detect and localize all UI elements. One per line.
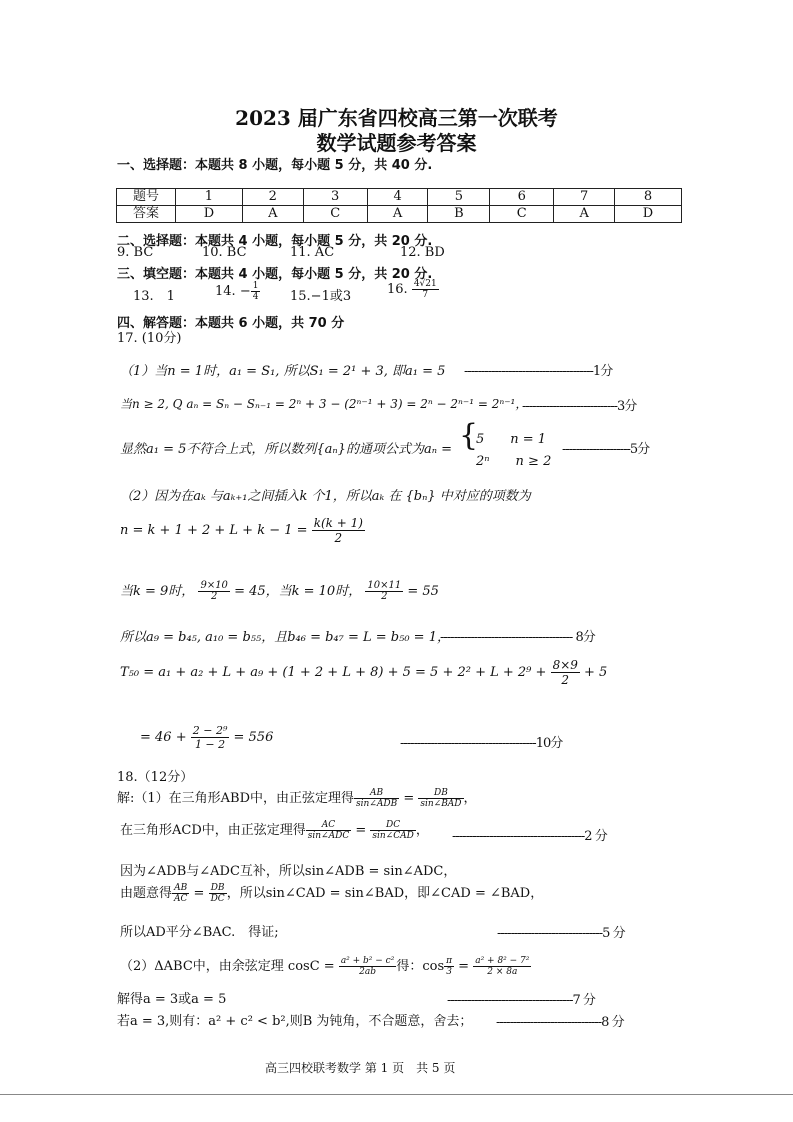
fraction-numerator: 10×11 bbox=[367, 580, 402, 591]
fraction-numerator: AB bbox=[172, 883, 189, 894]
score-marker: ----------------------------3分 bbox=[522, 399, 637, 414]
q18-line-6: （2）ΔABC中，由余弦定理 cosC = $\frac{\text{a² + b² − c²}}{2ab}$ 得：cos $\frac{\pi}{3}$ = $\frac{\text{a² + 8² − 7²}}{2 \times 8a}$ bbox=[120, 956, 530, 977]
table-cell: 6 bbox=[490, 189, 554, 206]
q17-line-9 bbox=[140, 724, 273, 751]
answer-14-label: 14. bbox=[215, 284, 236, 299]
fraction bbox=[312, 516, 365, 545]
fraction-denominator: sin∠BAD bbox=[420, 799, 462, 809]
q17-line-3 bbox=[120, 438, 452, 457]
fraction-numerator: a² + 8² − 7² bbox=[475, 956, 530, 966]
fraction bbox=[198, 581, 229, 602]
q17-line-8-a: T₅₀ = a₁ + a₂ + L + a₉ + (1 + 2 + L + 8) + 5 = 5 + 2² + L + 2⁹ + bbox=[120, 665, 547, 680]
fraction bbox=[354, 788, 399, 809]
q17-line-4: （2）因为在aₖ 与aₖ₊₁之间插入k 个1，所以aₖ 在 {bₙ} 中对应的项数为 bbox=[120, 489, 531, 504]
fraction bbox=[191, 724, 230, 751]
fraction-denominator: 4 bbox=[252, 292, 259, 302]
answer-14 bbox=[215, 281, 260, 302]
q17-line-9-b: = 556 bbox=[233, 730, 274, 745]
answer-11: 11. AC bbox=[290, 245, 335, 260]
fraction-numerator: a² + b² − c² bbox=[340, 956, 395, 966]
q18-line-4-b: ，所以sin∠CAD = sin∠BAD，即∠CAD = ∠BAD， bbox=[226, 886, 544, 901]
q18-line-2-a: 在三角形ACD中，由正弦定理得 bbox=[120, 823, 306, 838]
q17-line-6-a: 当k = 9时， bbox=[120, 584, 195, 599]
table-cell: 2 bbox=[242, 189, 303, 206]
q17-line-9-a: = 46 + bbox=[140, 730, 187, 745]
fraction bbox=[306, 820, 351, 841]
q18-line-1: 解:（1）在三角形ABD中，由正弦定理得 $\frac{AB}{\text{sin∠ADB}}$ = $\frac{DB}{\text{sin∠BAD}}$ ， bbox=[117, 788, 477, 809]
answer-9: 9. BC bbox=[117, 245, 154, 260]
row-label-answer: 答案 bbox=[117, 206, 176, 223]
q17-line-8-b: + 5 bbox=[584, 665, 608, 680]
q17-line-1: （1）当n = 1时，a₁ = S₁, 所以S₁ = 2¹ + 3, 即a₁ = 5 bbox=[120, 364, 446, 379]
case-2: 2ⁿ n ≥ 2 bbox=[476, 454, 552, 469]
table-cell: 1 bbox=[176, 189, 243, 206]
answer-10: 10. BC bbox=[202, 245, 247, 260]
answer-13: 13. 1 bbox=[133, 289, 175, 304]
fraction-denominator: 7 bbox=[422, 290, 429, 300]
fraction-denominator: sin∠CAD bbox=[372, 831, 414, 841]
fraction-denominator: sin∠ADC bbox=[307, 831, 350, 841]
table-cell: B bbox=[428, 206, 490, 223]
table-cell: D bbox=[615, 206, 682, 223]
fraction-numerator: 2 − 2⁹ bbox=[192, 724, 228, 737]
fraction-denominator: 2 bbox=[561, 673, 570, 687]
q18-line-2: 在三角形ACD中，由正弦定理得 $\frac{AC}{\text{sin∠ADC}}$ = $\frac{DC}{\text{sin∠CAD}}$ ， bbox=[120, 820, 429, 841]
fraction-denominator: 2ab bbox=[359, 967, 376, 977]
table-row bbox=[117, 189, 682, 206]
fraction-numerator: π bbox=[446, 956, 453, 966]
fraction-denominator: 3 bbox=[446, 967, 452, 977]
q18-line-6-b: 得：cos bbox=[396, 959, 445, 974]
fraction-numerator: AC bbox=[306, 820, 351, 831]
answer-14-minus: − bbox=[239, 284, 251, 299]
q18-line-3: 因为∠ADB与∠ADC互补，所以sin∠ADB = sin∠ADC， bbox=[120, 864, 457, 879]
q18-line-8: 若a = 3,则有：a² + c² < b²,则B 为钝角，不合题意，舍去； bbox=[117, 1014, 473, 1029]
table-cell: 3 bbox=[303, 189, 367, 206]
table-cell: 7 bbox=[554, 189, 615, 206]
table-cell: 5 bbox=[428, 189, 490, 206]
section-1-heading: 一、选择题：本题共 8 小题，每小题 5 分，共 40 分. bbox=[117, 158, 433, 173]
table-cell: A bbox=[367, 206, 428, 223]
score-marker: ----------------------------------------10分 bbox=[400, 736, 563, 751]
fraction-numerator: AB bbox=[354, 788, 399, 799]
fraction bbox=[444, 956, 454, 977]
answer-16-label: 16. bbox=[387, 282, 408, 297]
fraction-denominator: AC bbox=[174, 894, 188, 904]
title-line-2: 数学试题参考答案 bbox=[316, 131, 477, 155]
q17-line-7: 所以a₉ = b₄₅, a₁₀ = b₅₅，且b₄₆ = b₄₇ = L = b₅₀ = 1， bbox=[120, 630, 450, 645]
fraction bbox=[365, 581, 403, 602]
fraction bbox=[473, 956, 531, 977]
fraction-denominator: 2 × 8a bbox=[487, 967, 518, 977]
q17-line-5-text: n = k + 1 + 2 + L + k − 1 = bbox=[120, 523, 308, 538]
q18-line-5: 所以AD平分∠BAC. 得证; bbox=[120, 925, 279, 940]
table-cell: A bbox=[242, 206, 303, 223]
fraction-denominator: 1 − 2 bbox=[194, 738, 226, 751]
case-brace: { bbox=[459, 418, 479, 453]
q17-line-6 bbox=[120, 580, 439, 602]
table-cell: 4 bbox=[367, 189, 428, 206]
q18-title: 18.（12分） bbox=[117, 770, 194, 785]
fraction-denominator: 2 bbox=[381, 591, 388, 602]
page-footer: 高三四校联考数学 第 1 页 共 5 页 bbox=[265, 1061, 456, 1075]
table-cell: C bbox=[303, 206, 367, 223]
fraction bbox=[172, 883, 189, 904]
q18-line-4: 由题意得 $\frac{AB}{AC}$ = $\frac{DB}{DC}$ ，所以sin∠CAD = sin∠BAD，即∠CAD = ∠BAD， bbox=[120, 883, 544, 904]
score-marker: -------------------------------------7 分 bbox=[447, 993, 595, 1008]
fraction-denominator: sin∠ADB bbox=[356, 799, 398, 809]
fraction-denominator: 2 bbox=[211, 591, 218, 602]
case-1: 5 n = 1 bbox=[476, 432, 547, 447]
fraction bbox=[339, 956, 397, 977]
score-marker: ---------------------------------------2 分 bbox=[452, 829, 607, 844]
q18-line-4-a: 由题意得 bbox=[120, 886, 173, 901]
score-marker: --------------------------------------- 8分 bbox=[440, 630, 595, 645]
table-row bbox=[117, 206, 682, 223]
fraction bbox=[551, 658, 580, 687]
score-marker: --------------------------------------1分 bbox=[464, 364, 613, 379]
fraction-numerator: k(k + 1) bbox=[313, 516, 363, 530]
table-cell: C bbox=[490, 206, 554, 223]
fraction-numerator: 9×10 bbox=[200, 580, 228, 591]
table-cell: 8 bbox=[615, 189, 682, 206]
row-label-number: 题号 bbox=[117, 189, 176, 206]
fraction bbox=[251, 281, 261, 302]
table-cell: A bbox=[554, 206, 615, 223]
section-2-heading: 二、选择题：本题共 4 小题，每小题 5 分，共 20 分. bbox=[117, 234, 433, 249]
score-marker: --------------------5分 bbox=[562, 442, 650, 457]
fraction-numerator: 8×9 bbox=[552, 658, 578, 672]
title-line-1: 2023 届广东省四校高三第一次联考 bbox=[235, 106, 558, 130]
answer-table bbox=[116, 188, 682, 223]
bottom-divider bbox=[0, 1094, 793, 1095]
section-3-heading: 三、填空题：本题共 4 小题，每小题 5 分，共 20 分. bbox=[117, 267, 433, 282]
fraction-denominator: 2 bbox=[334, 531, 343, 545]
q17-line-6-c: = 55 bbox=[407, 584, 439, 599]
fraction-numerator: 4√21 bbox=[413, 279, 437, 289]
fraction-numerator: DC bbox=[370, 820, 415, 831]
answer-15: 15.−1或3 bbox=[290, 289, 352, 304]
fraction bbox=[418, 788, 463, 809]
fraction-numerator: DB bbox=[209, 883, 227, 894]
fraction bbox=[209, 883, 227, 904]
fraction bbox=[412, 279, 439, 300]
table-cell: D bbox=[176, 206, 243, 223]
answer-16 bbox=[387, 279, 439, 300]
q17-title: 17. (10分) bbox=[117, 331, 182, 346]
q17-line-8 bbox=[120, 658, 607, 687]
fraction-numerator: DB bbox=[418, 788, 463, 799]
q18-line-7: 解得a = 3或a = 5 bbox=[117, 992, 227, 1007]
section-4-heading: 四、解答题：本题共 6 小题，共 70 分 bbox=[117, 316, 345, 331]
score-marker: -------------------------------5 分 bbox=[497, 926, 625, 941]
q17-line-5 bbox=[120, 516, 365, 545]
fraction-numerator: 1 bbox=[252, 281, 259, 291]
q18-line-1-a: 解:（1）在三角形ABD中，由正弦定理得 bbox=[117, 791, 355, 806]
fraction-denominator: DC bbox=[210, 894, 225, 904]
q18-line-6-a: （2）ΔABC中，由余弦定理 cosC = bbox=[120, 959, 335, 974]
q17-line-2: 当n ≥ 2, Q aₙ = Sₙ − Sₙ₋₁ = 2ⁿ + 3 − (2ⁿ⁻¹ + 3) = 2ⁿ − 2ⁿ⁻¹ = 2ⁿ⁻¹， bbox=[120, 397, 528, 411]
fraction bbox=[370, 820, 415, 841]
q17-line-3-text: 显然a₁ = 5不符合上式，所以数列{aₙ}的通项公式为aₙ = bbox=[120, 442, 452, 457]
q17-line-6-b: = 45，当k = 10时， bbox=[234, 584, 362, 599]
answer-12: 12. BD bbox=[400, 245, 445, 260]
score-marker: -------------------------------8 分 bbox=[496, 1015, 624, 1030]
